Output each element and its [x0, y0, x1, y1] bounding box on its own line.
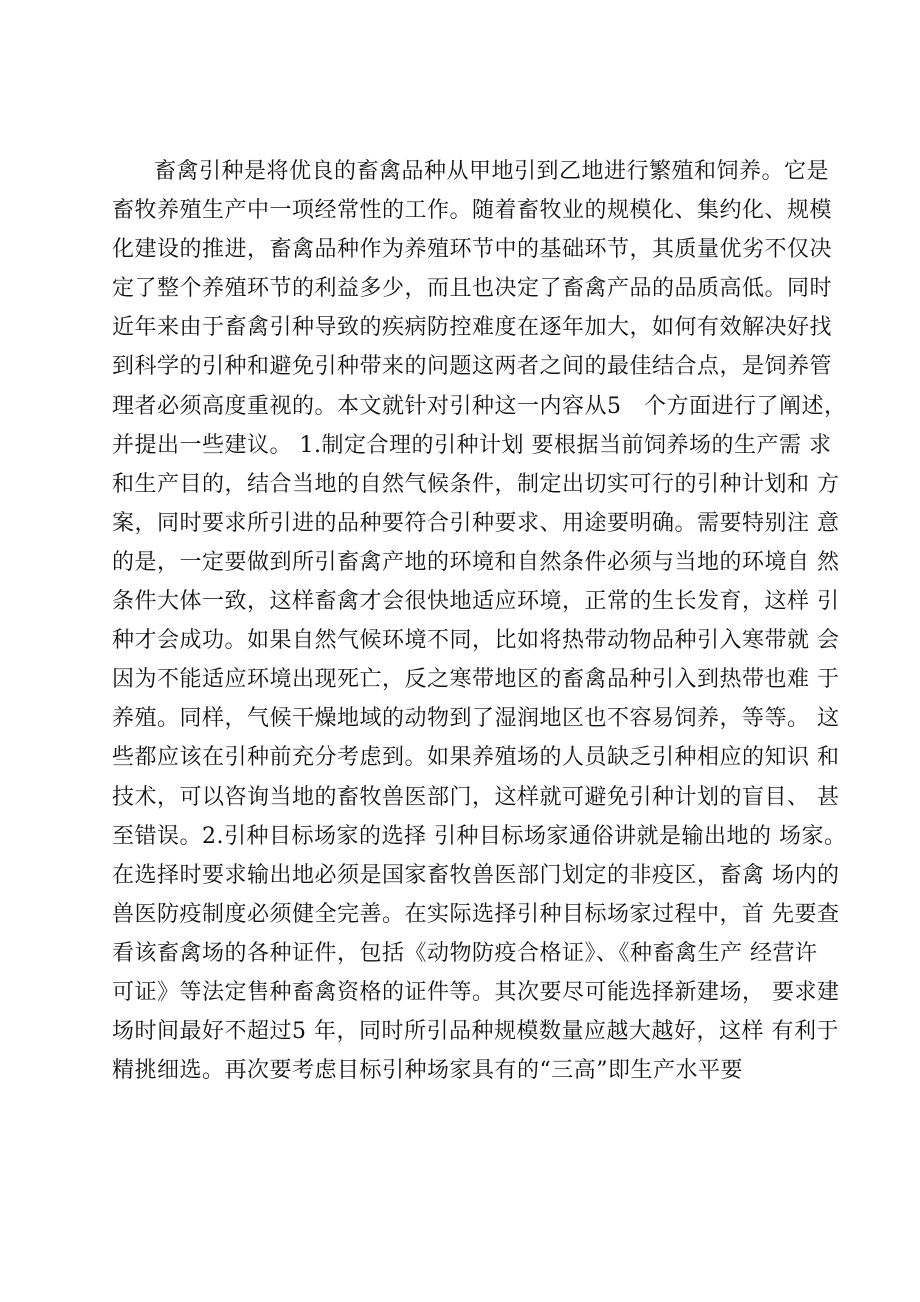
text-line: 因为不能适应环境出现死亡，反之寒带地区的畜禽品种引入到热带也难 于	[112, 667, 840, 693]
text-line: 精挑细选。再次要考虑目标引种场家具有的“三高”即生产水平要	[112, 1058, 743, 1084]
text-line: 至错误。2.引种目标场家的选择 引种目标场家通俗讲就是输出地的 场家。	[112, 823, 847, 849]
text-line: 兽医防疫制度必须健全完善。在实际选择引种目标场家过程中，首 先要查	[112, 901, 840, 927]
text-line: 并提出一些建议。 1.制定合理的引种计划 要根据当前饲养场的生产需 求	[112, 432, 832, 458]
text-line: 种才会成功。如果自然气候环境不同，比如将热带动物品种引入寒带就 会	[112, 628, 840, 654]
text-line: 养殖。同样，气候干燥地域的动物到了湿润地区也不容易饲养，等等。 这	[112, 706, 840, 732]
text-line: 可证》等法定售种畜禽资格的证件等。其次要尽可能选择新建场， 要求建	[112, 979, 840, 1005]
text-line: 技术，可以咨询当地的畜牧兽医部门，这样就可避免引种计划的盲目、 甚	[112, 784, 840, 810]
text-line: 在选择时要求输出地必须是国家畜牧兽医部门划定的非疫区，畜禽 场内的	[112, 862, 840, 888]
body-text	[112, 152, 847, 1090]
text-line: 案，同时要求所引进的品种要符合引种要求、用途要明确。需要特别注 意	[112, 510, 840, 536]
text-line: 的是，一定要做到所引畜禽产地的环境和自然条件必须与当地的环境自 然	[112, 549, 840, 575]
text-line: 定了整个养殖环节的利益多少，而且也决定了畜禽产品的品质高低。同时	[112, 276, 833, 302]
text-line: 畜牧养殖生产中一项经常性的工作。随着畜牧业的规模化、集约化、规模	[112, 198, 833, 224]
text-line: 畜禽引种是将优良的畜禽品种从甲地引到乙地进行繁殖和饲养。它是	[154, 159, 830, 184]
text-line: 化建设的推进，畜禽品种作为养殖环节中的基础环节，其质量优劣不仅决	[112, 237, 833, 263]
text-line: 到科学的引种和避免引种带来的问题这两者之间的最佳结合点，是饲养管	[112, 354, 833, 380]
text-line: 场时间最好不超过5 年，同时所引品种规模数量应越大越好，这样 有利于	[112, 1019, 839, 1045]
text-line: 些都应该在引种前充分考虑到。如果养殖场的人员缺乏引种相应的知识 和	[112, 745, 840, 771]
text-line: 近年来由于畜禽引种导致的疾病防控难度在逐年加大，如何有效解决好找	[112, 315, 833, 341]
text-line: 条件大体一致，这样畜禽才会很快地适应环境，正常的生长发育，这样 引	[112, 589, 840, 615]
text-line: 理者必须高度重视的。本文就针对引种这一内容从5 个方面进行了阐述，	[112, 393, 847, 419]
text-line: 和生产目的，结合当地的自然气候条件，制定出切实可行的引种计划和 方	[112, 471, 840, 497]
text-line: 看该畜禽场的各种证件，包括《动物防疫合格证》、《种畜禽生产 经营许	[112, 940, 818, 966]
